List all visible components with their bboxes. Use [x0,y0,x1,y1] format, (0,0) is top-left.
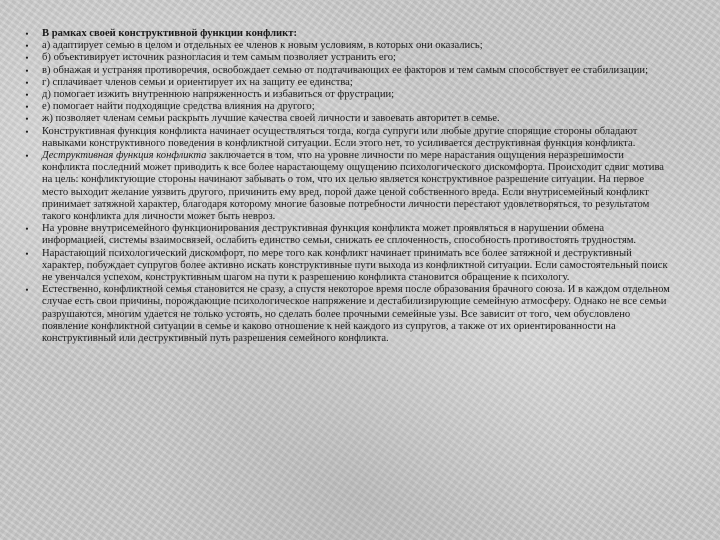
item-text: ж) позволяет членам семьи раскрыть лучшие качества своей личности и завоевать авторитет в семье. [42,113,500,125]
bullet-icon: • [25,224,29,235]
item-text: На уровне внутрисемейного функционирования деструктивная функция конфликта может проявляться в нарушении обмена информацией, системы взаимосвязей, ослабить единство семьи, снижать ее сплоченность, способность противостоять трудностям. [42,223,637,247]
list-item [25,40,670,52]
bullet-list [25,28,670,345]
list-item [25,223,670,247]
list-item [25,284,670,345]
item-text: в) обнажая и устраняя противоречия, освобождает семью от подтачивающих ее факторов и тем самым способствует ее стабилизации; [42,64,649,76]
list-item [25,101,670,113]
bullet-icon: • [25,77,29,88]
section-heading: В рамках своей конструктивной функции конфликт: [42,28,297,39]
item-text: заключается в том, что на уровне личности по мере нарастания ощущения неразрешимости конфликта последний может приводить к все более нарастающему ощущению психологического дискомфорта. Происходит сдвиг мотива на цель: конфликтующие стороны начинают забывать о том, что их целью является конструктивное разрешение ситуации. На первое место выходит желание уязвить другого, причинить ему вред, порой даже ценой собственного вреда. Если внутрисемейный конфликт принимает затяжной характер, благодаря которому многие базовые потребности личности перестают удовлетворяться, то результатом такого конфликта для личности может быть невроз. [42,150,665,223]
bullet-icon: • [25,151,29,162]
list-item [25,89,670,101]
bullet-icon: • [25,114,29,125]
item-text: а) адаптирует семью в целом и отдельных ее членов к новым условиям, в которых они оказались; [42,40,483,52]
item-text: д) помогает изжить внутреннюю напряженность и избавиться от фрустрации; [42,89,395,101]
item-text: Нарастающий психологический дискомфорт, по мере того как конфликт начинает принимать все более затяжной и деструктивный характер, побуждает супругов более активно искать конструктивные пути выхода из конфликтной ситуации. Если самостоятельный поиск не увенчался успехом, конструктивным шагом на пути к разрешению конфликта становится обращение к психологу. [42,247,668,284]
bullet-icon: • [25,126,29,137]
bullet-icon: • [25,248,29,259]
item-text: б) объективирует источник разногласия и тем самым позволяет устранить его; [42,52,396,64]
bullet-icon: • [25,102,29,113]
bullet-icon: • [25,29,29,39]
list-item [25,150,670,223]
bullet-icon: • [25,53,29,64]
list-item [25,28,670,40]
list-item [25,64,670,77]
bullet-icon: • [25,65,29,76]
list-item [25,76,670,89]
item-text: е) помогает найти подходящие средства влияния на другого; [42,101,315,113]
bullet-icon: • [25,285,29,296]
item-text: г) сплачивает членов семьи и ориентирует их на защиту ее единства; [42,76,353,88]
list-item [25,52,670,64]
list-item [25,247,670,285]
bullet-icon: • [25,41,29,52]
item-text: Естественно, конфликтной семья становится не сразу, а спустя некоторое время после образования брачного союза. И в каждом отдельном случае есть свои причины, порождающие психологическое напряжение и дестабилизирующие семейную атмосферу. Однако не все семьи разрушаются, многим удается не только устоять, но сделать более прочными семейные узы. Все зависит от того, чем обусловлено появление конфликтной ситуации в семье и каково отношение к ней каждого из супругов, а также от их ориентированности на конструктивный или деструктивный путь разрешения семейного конфликта. [42,284,670,345]
list-item [25,125,670,150]
slide-body [25,28,670,345]
item-lead-term: Деструктивная функция конфликта [42,150,207,162]
item-text: Конструктивная функция конфликта начинает осуществляться тогда, когда супруги или любые другие спорящие стороны обладают навыками конструктивного поведения в конфликтной ситуации. Если этого нет, то усиливается деструктивная функция конфликта. [42,125,638,149]
list-item [25,113,670,125]
bullet-icon: • [25,90,29,101]
